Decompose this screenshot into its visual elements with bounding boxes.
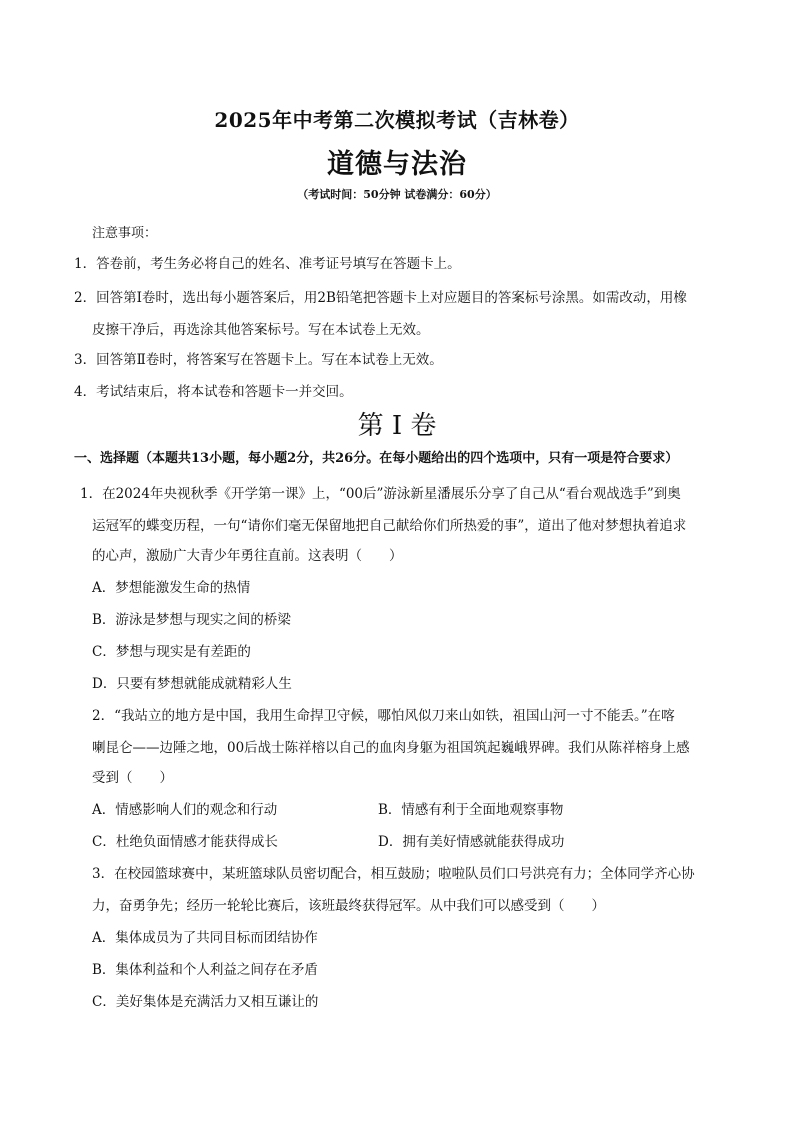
question-2-line: 喇昆仑——边陲之地，00后战士陈祥榕以自己的血肉身躯为祖国筑起巍峨界碑。我们从陈祥榕身上感 bbox=[92, 740, 690, 756]
question-3-option-c: C．美好集体是充满活力又相互谦让的 bbox=[92, 994, 319, 1010]
note-item: 1．答卷前，考生务必将自己的姓名、准考证号填写在答题卡上。 bbox=[74, 256, 461, 272]
section-title: 第 I 卷 bbox=[357, 411, 437, 441]
note-item-continuation: 皮擦干净后，再选涂其他答案标号。写在本试卷上无效。 bbox=[92, 322, 430, 338]
note-item: 2．回答第Ⅰ卷时，选出每小题答案后，用2B铅笔把答题卡上对应题目的答案标号涂黑。如需改动，用橡 bbox=[74, 290, 687, 306]
question-1-line: 运冠军的蝶变历程，一句“请你们毫无保留地把自己献给你们所热爱的事”，道出了他对梦想执着追求 bbox=[92, 518, 687, 534]
question-3-option-a: A．集体成员为了共同目标而团结协作 bbox=[92, 930, 318, 946]
question-2-line: 受到（ ） bbox=[92, 770, 173, 786]
question-3-option-b: B．集体利益和个人利益之间存在矛盾 bbox=[92, 962, 318, 978]
exam-info: （考试时间：50分钟 试卷满分：60分） bbox=[297, 188, 497, 201]
question-2-option-d: D．拥有美好情感就能获得成功 bbox=[378, 834, 565, 850]
question-1-line: 的心声，激励广大青少年勇往直前。这表明（ ） bbox=[92, 548, 403, 564]
question-2-option-c: C．杜绝负面情感才能获得成长 bbox=[92, 834, 278, 850]
section-description: 一、选择题（本题共13小题，每小题2分，共26分。在每小题给出的四个选项中，只有一项是符合要求） bbox=[74, 451, 679, 466]
exam-title: 2025年中考第二次模拟考试（吉林卷） bbox=[214, 108, 580, 132]
question-2-option-b: B．情感有利于全面地观察事物 bbox=[378, 802, 564, 818]
question-1-option-c: C．梦想与现实是有差距的 bbox=[92, 644, 251, 660]
note-item: 3．回答第Ⅱ卷时，将答案写在答题卡上。写在本试卷上无效。 bbox=[74, 352, 443, 368]
note-item: 4．考试结束后，将本试卷和答题卡一并交回。 bbox=[74, 384, 353, 400]
question-3-line: 力，奋勇争先；经历一轮轮比赛后，该班最终获得冠军。从中我们可以感受到（ ） bbox=[92, 898, 605, 914]
question-1-line: 1．在2024年央视秋季《开学第一课》上，“00后”游泳新星潘展乐分享了自己从“看台观战选手”到奥 bbox=[80, 486, 681, 502]
question-3-line: 3．在校园篮球赛中，某班篮球队员密切配合，相互鼓励；啦啦队员们口号洪亮有力；全体同学齐心协 bbox=[92, 866, 695, 882]
question-1-option-d: D．只要有梦想就能成就精彩人生 bbox=[92, 676, 292, 692]
question-2-option-a: A．情感影响人们的观念和行动 bbox=[92, 802, 278, 818]
question-2-line: 2．“我站立的地方是中国，我用生命捍卫守候，哪怕风似刀来山如铁，祖国山河一寸不能丢。”在喀 bbox=[92, 708, 675, 724]
question-1-option-b: B．游泳是梦想与现实之间的桥梁 bbox=[92, 612, 291, 628]
notes-heading: 注意事项： bbox=[92, 226, 158, 241]
question-1-option-a: A．梦想能激发生命的热情 bbox=[92, 580, 251, 596]
subject-title: 道德与法治 bbox=[327, 149, 467, 180]
